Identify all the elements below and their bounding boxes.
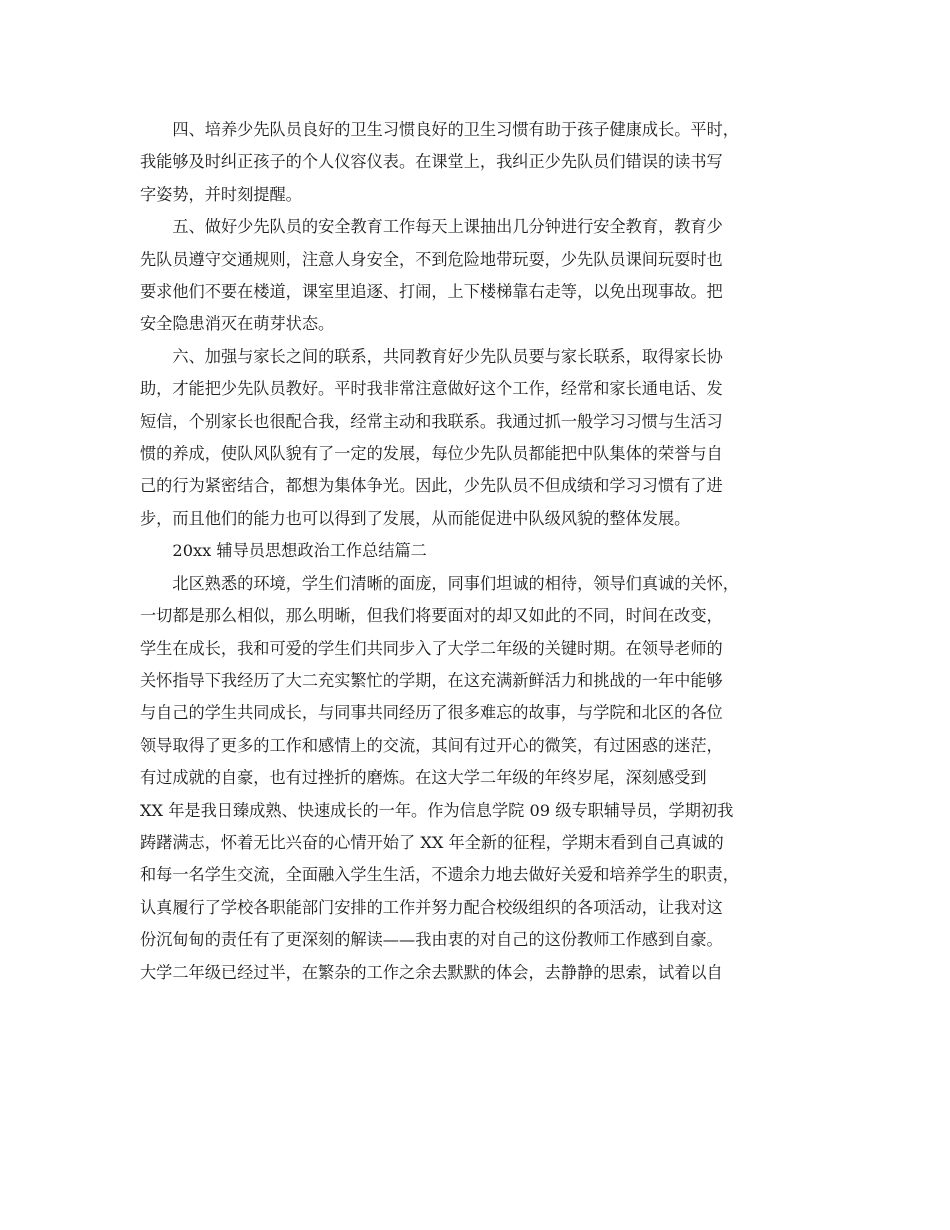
paragraph-safety bbox=[140, 211, 826, 341]
text-line: 与自己的学生共同成长，与同事共同经历了很多难忘的故事，与学院和北区的各位 bbox=[140, 703, 723, 723]
text-line: 踌躇满志，怀着无比兴奋的心情开始了 XX 年全新的征程，学期末看到自己真诚的 bbox=[140, 832, 724, 852]
section-heading bbox=[140, 535, 826, 567]
text-line: 关怀指导下我经历了大二充实繁忙的学期，在这充满新鲜活力和挑战的一年中能够 bbox=[140, 670, 723, 690]
text-line: 五、做好少先队员的安全教育工作每天上课抽出几分钟进行安全教育，教育少 bbox=[172, 217, 723, 237]
text-line: 步，而且他们的能力也可以得到了发展，从而能促进中队级风貌的整体发展。 bbox=[140, 508, 691, 528]
paragraph-north-campus bbox=[140, 568, 826, 989]
text-line: 份沉甸甸的责任有了更深刻的解读——我由衷的对自己的这份教师工作感到自豪。 bbox=[140, 930, 723, 950]
text-line: 大学二年级已经过半，在繁杂的工作之余去默默的体会，去静静的思索，试着以自 bbox=[140, 962, 723, 982]
text-line: 领导取得了更多的工作和感情上的交流，其间有过开心的微笑，有过困惑的迷茫， bbox=[140, 735, 723, 755]
text-line: 一切都是那么相似，那么明晰，但我们将要面对的却又如此的不同，时间在改变， bbox=[140, 606, 723, 626]
text-line: XX 年是我日臻成熟、快速成长的一年。作为信息学院 09 级专职辅导员，学期初我 bbox=[140, 800, 734, 820]
text-line: 短信，个别家长也很配合我，经常主动和我联系。我通过抓一般学习习惯与生活习 bbox=[140, 411, 723, 431]
section-title: 20xx 辅导员思想政治工作总结篇二 bbox=[172, 541, 427, 561]
text-line: 六、加强与家长之间的联系，共同教育好少先队员要与家长联系，取得家长协 bbox=[172, 346, 723, 366]
text-line: 先队员遵守交通规则，注意人身安全，不到危险地带玩耍，少先队员课间玩耍时也 bbox=[140, 249, 723, 269]
text-line: 安全隐患消灭在萌芽状态。 bbox=[140, 314, 335, 334]
text-line: 和每一名学生交流，全面融入学生生活，不遗余力地去做好关爱和培养学生的职责， bbox=[140, 865, 739, 885]
text-line: 己的行为紧密结合，都想为集体争光。因此，少先队员不但成绩和学习习惯有了进 bbox=[140, 476, 723, 496]
text-line: 四、培养少先队员良好的卫生习惯良好的卫生习惯有助于孩子健康成长。平时， bbox=[172, 120, 739, 139]
paragraph-hygiene bbox=[140, 114, 826, 211]
text-line: 助，才能把少先队员教好。平时我非常注意做好这个工作，经常和家长通电话、发 bbox=[140, 379, 723, 399]
text-line: 惯的养成，使队风队貌有了一定的发展，每位少先队员都能把中队集体的荣誉与自 bbox=[140, 444, 723, 464]
text-line: 有过成就的自豪，也有过挫折的磨炼。在这大学二年级的年终岁尾，深刻感受到 bbox=[140, 768, 707, 788]
text-line: 要求他们不要在楼道，课室里追逐、打闹，上下楼梯靠右走等，以免出现事故。把 bbox=[140, 282, 723, 302]
text-line: 我能够及时纠正孩子的个人仪容仪表。在课堂上，我纠正少先队员们错误的读书写 bbox=[140, 152, 723, 172]
paragraph-parents bbox=[140, 341, 826, 535]
text-line: 认真履行了学校各职能部门安排的工作并努力配合校级组织的各项活动，让我对这 bbox=[140, 897, 723, 917]
text-line: 北区熟悉的环境，学生们清晰的面庞，同事们坦诚的相待，领导们真诚的关怀， bbox=[172, 573, 739, 593]
text-line: 字姿势，并时刻提醒。 bbox=[140, 184, 302, 204]
document-body bbox=[140, 114, 826, 989]
text-line: 学生在成长，我和可爱的学生们共同步入了大学二年级的关键时期。在领导老师的 bbox=[140, 638, 723, 658]
